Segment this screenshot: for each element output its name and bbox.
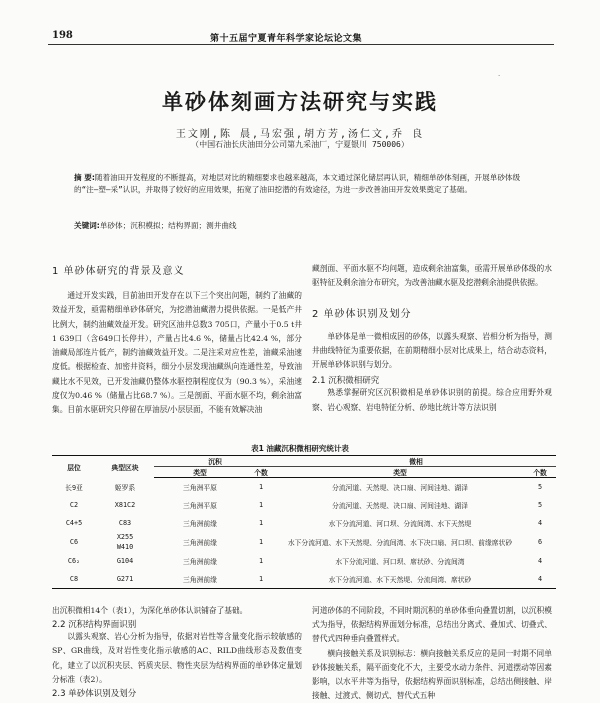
abstract (74, 172, 534, 196)
cell-subcount: 4 (537, 557, 543, 565)
cell-layer: C6₂ (67, 557, 81, 565)
running-head: 第十五届宁夏青年科学家论坛论文集 (210, 34, 363, 44)
table-row (52, 514, 556, 532)
cell-subcount: 5 (537, 483, 543, 491)
cell-count: 1 (258, 501, 264, 509)
cell-type: 三角洲前缘 (183, 520, 217, 528)
microfacies-table (52, 455, 556, 589)
cell-layer: C2 (69, 501, 79, 509)
cell-layer: C6 (69, 538, 79, 546)
table-row (52, 478, 556, 497)
keywords (74, 220, 534, 231)
cell-subcount: 4 (537, 519, 543, 527)
bottom-right-column (312, 604, 552, 701)
header-group-microfacies: 微相 (276, 456, 556, 467)
cell-type: 三角洲前缘 (183, 539, 217, 547)
author-list: 王文刚,陈 晨,马宏强,胡方芳,汤仁文,乔 良 (175, 129, 425, 140)
table-row (52, 570, 556, 589)
paper-title: 单砂体刻画方法研究与实践 (162, 89, 438, 114)
cell-block: X81C2 (114, 501, 136, 509)
cell-subtypes: 水下分流河道、水下天然堤、分流间湾、水下决口扇、河口坝、前缘席状砂 (287, 539, 513, 547)
cell-block: G104 (116, 557, 134, 565)
cell-layer: 长9亚 (65, 483, 83, 492)
cell-layer: C8 (52, 570, 96, 589)
section-1-heading: 1 单砂体研究的背景及意义 (52, 266, 185, 277)
affiliation: （中国石油长庆油田分公司第九采油厂，宁夏银川 750006） (191, 140, 409, 149)
header-count: 个数 (246, 467, 276, 478)
header-group-facies: 沉积 (154, 456, 276, 467)
table-caption: 表1 油藏沉积微相研究统计表 (251, 444, 349, 453)
section-2-3-heading: 2.3 单砂体识别及划分 (52, 689, 137, 700)
page-number: 198 (52, 30, 73, 41)
cell-count: 1 (258, 519, 264, 527)
header-subtype: 类型 (276, 467, 524, 478)
abstract-label: 摘 要: (74, 173, 95, 182)
cell-subtypes: 水下分流河道、水下天然堤、分流间湾、席状砂 (276, 570, 524, 589)
header-block: 典型区块 (96, 456, 154, 478)
cell-subtypes: 分流河道、天然堤、决口扇、河间洼地、湖泽 (332, 502, 468, 510)
bottom-left-line1: 出沉积微相14个（表1），为深化单砂体认识铺奋了基础。 (52, 606, 248, 615)
cell-count: 1 (258, 538, 264, 546)
keywords-text: 单砂体；沉积模拟；结构界面；测井曲线 (99, 221, 237, 230)
section-2-paragraph: 单砂体是单一微相成因的砂体，以露头观察、岩相分析为指导，测井曲线特征为重要依据，在前期精细小层对比成果上，结合动态资料，开展单砂体识别与划分。 (312, 331, 552, 370)
header-layer: 层位 (52, 456, 96, 478)
section-1-paragraph: 通过开发实践，目前油田开发存在以下三个突出问题，制约了油藏的效益开发，亟需精细单砂体研究，为挖潜油藏潜力提供依据。一是低产井比例大，制约油藏效益开发。研究区油井总数3 705口，产量小于0.5 t井1 639口（含649口长停井），产量占比4.6 %，储量占比42.4 %，部分油藏局部连片低产，制约油藏效益开发。二是注采对应性差，油藏采油速度低。根据检查、加密井资料，细分小层发现油藏纵向连通性差，导致油藏比水不见效，已开发油藏仍整体水驱控制程度仅为（90.3 %），采油速度仅为0.46 %（储量占比68.7 %）。三是剖面、平面水驱不均，剩余油富集。目前水驱研究只停留在厚油层/小层层面，不能有效解决油 (52, 291, 302, 415)
cell-type: 三角洲前缘 (154, 570, 246, 589)
bottom-left-column (52, 604, 302, 700)
cell-count: 1 (258, 557, 264, 565)
section-2-1-paragraph: 熟悉掌握研究区沉积微相是单砂体识别的前提。综合应用野外观察、岩心观察、岩电特征分析、砂地比统计等方法识别 (312, 388, 552, 412)
header-type: 类型 (154, 467, 246, 478)
bottom-right-paragraph-2: 横向接触关系及识别标志：横向接触关系反应的是同一时期不同单砂体接触关系，隔平面变化不大，主要受水动力条件、河道摆动等因素影响，以水平井等为指导，依据结构界面识别标准，总结出侧接触、岸接触、过渡式、侧切式、替代式五种 (312, 648, 552, 701)
cell-type: 三角洲前缘 (183, 558, 217, 566)
cell-layer: C4+5 (65, 519, 83, 527)
cell-subcount: 4 (524, 570, 556, 589)
cell-count: 1 (246, 570, 276, 589)
keywords-label: 关键词: (74, 221, 100, 230)
right-top-paragraph: 藏剖面、平面水驱不均问题，造成剩余油富集，亟需开展单砂体级的水驱特征及剩余油分布研究，为改善油藏水驱及挖潜剩余油提供依据。 (312, 264, 552, 288)
section-2-1-heading: 2.1 沉积微相研究 (312, 376, 380, 387)
header-rule (48, 44, 554, 45)
abstract-text: 随着油田开发程度的不断提高，对地层对比的精细要求也越来越高，本文通过深化储层再认识，精细单砂体刻画，开展单砂体级的“注—塑—采”认识，并取得了较好的应用效果，拓宽了油田挖潜的有效途径，为进一步改善油田开发效果奠定了基础。 (74, 173, 521, 194)
header-subcount: 个数 (524, 467, 556, 478)
cell-block: 姬罗系 (114, 483, 136, 492)
bottom-right-paragraph: 河道砂体的不同阶段，不同时期沉积的单砂体垂向叠置切割，以沉积模式为指导，依据结构界面划分标准，总结出分离式、叠加式、切叠式、替代式四种垂向叠置样式。 (312, 606, 552, 644)
right-column (312, 262, 552, 415)
section-2-2-paragraph: 以露头观察、岩心分析为指导，依据对岩性等含量变化指示较敏感的SP、GR曲线，及对岩性变化指示敏感的AC、RILD曲线形态及数值变化，建立了以沉积夹层、钙质夹层、物性夹层为结构界面的单砂体定量划分标准（表2）。 (52, 632, 302, 684)
table-row (52, 532, 556, 552)
cell-subtypes: 分流河道、天然堤、决口扇、河间洼地、湖泽 (332, 484, 468, 492)
left-column (52, 262, 302, 418)
cell-type: 三角洲平原 (183, 502, 217, 510)
table-row (52, 552, 556, 570)
cell-block: G271 (96, 570, 154, 589)
cell-block: X255 W410 (116, 533, 134, 551)
section-2-heading: 2 单砂体识别及划分 (312, 308, 412, 320)
cell-subtypes: 水下分流河道、河口坝、分流间湾、水下天然堤 (328, 520, 472, 528)
table-row (52, 496, 556, 514)
scan-mark: · (498, 72, 501, 80)
cell-subcount: 5 (537, 501, 543, 509)
cell-type: 三角洲平原 (183, 484, 217, 492)
cell-subtypes: 水下分流河道、河口坝、席状砂、分流间湾 (335, 558, 465, 566)
cell-block: C83 (118, 519, 132, 527)
cell-subcount: 6 (537, 538, 543, 546)
cell-count: 1 (258, 483, 264, 491)
section-2-2-heading: 2.2 沉积结构界面识别 (52, 620, 137, 631)
